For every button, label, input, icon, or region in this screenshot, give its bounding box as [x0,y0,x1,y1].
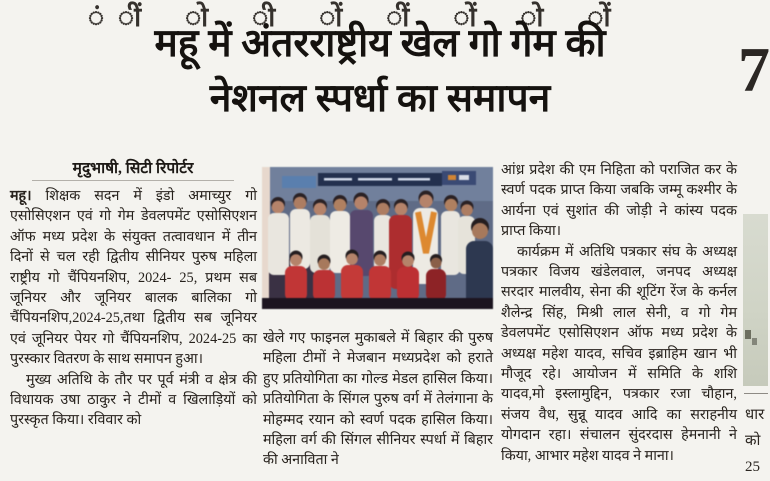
neighbor-text-line: 25 [745,459,760,475]
neighbor-photo-detail [745,330,751,339]
column2-paragraph: खेले गए फाइनल मुकाबले में बिहार की पुरुष महिला टीमों ने मेजबान मध्यप्रदेश को हराते हुए प्रतियोगिता का गोल्ड मेडल हासिल किया। प्रतियोगिता के सिंगल पुरुष वर्ग में तेलंगाना के मोहम्मद रयान को स्वर्ण पदक हासिल किया। महिला वर्ग की सिंगल सीनियर स्पर्धा में बिहार की अनाविता ने [263,330,493,469]
article-column-2 [263,328,493,471]
news-photo [262,167,493,309]
article-column-1 [10,186,257,431]
neighbor-column-text-sliver [745,402,769,480]
page-number-fragment: 7 [738,34,770,105]
neighbor-column-divider [744,393,768,394]
column1-paragraph-2: मुख्य अतिथि के तौर पर पूर्व मंत्री व क्षेत्र की विधायक उषा ठाकुर ने टीमों व खिलाड़ियों को पुरस्कृत किया। रविवार को [10,371,257,429]
photo-floor-shadow [262,298,493,309]
photo-banner-left [282,176,316,188]
article-headline [30,16,730,126]
headline-line-1: महू में अंतरराष्ट्रीय खेल गो गेम की [154,22,606,65]
column3-paragraph-1: आंध्र प्रदेश की एम निहिता को पराजित कर के स्वर्ण पदक प्राप्त किया जबकि जम्मू कश्मीर के आर्यना एवं सुशांत की जोड़ी ने कांस्य पदक प्राप्त किया। [501,162,737,240]
column1-paragraph-1-text: शिक्षक सदन में इंडो अमाच्युर गो एसोसिएशन एवं गो गेम डेवलपमेंट एसोसिएशन ऑफ मध्य प्रदेश के संयुक्त तत्वावधान में तीन दिनों से चल रही द्वितीय सीनियर पुरुष महिला राष्ट्रीय गो चैंपियनशिप, 2024- 25, प्रथम सब जूनियर और जूनियर बालक बालिका गो चैंपियनशिप,2024-25,तथा द्वितीय सब जूनियर एवं जूनियर पेयर गो चैंपियनशिप, 2024-25 का पुरस्कार वितरण के साथ समापन हुआ। [10,188,257,368]
byline: मृदुभाषी, सिटी रिपोर्टर [72,160,194,177]
neighbor-text-line: धार [745,407,765,423]
dateline: महू। [10,188,32,204]
column3-paragraph-2: कार्यक्रम में अतिथि पत्रकार संघ के अध्यक्ष पत्रकार विजय खंडेलवाल, जनपद अध्यक्ष सरदार मालवीय, सेना की शूटिंग रेंज के कर्नल शैलेन्द्र सिंह, मिश्री लाल सेनी, व गो गेम डेवलपमेंट एसोसिएशन ऑफ मध्य प्रदेश के अध्यक्ष महेश यादव, सचिव इब्राहिम खान भी मौजूद रहे। आयोजन में समिति के शशि यादव,मो इस्लामुद्दिन, पत्रकार रजा चौहान, संजय वैध, सुन्नू यादव आदि का सराहनीय योगदान रहा। संचालन सुंदरदास हेमनानी ने किया, आभार महेश यादव ने माना। [501,243,737,464]
article-column-3 [501,160,737,466]
headline-line-2: नेशनल स्पर्धा का समापन [209,77,551,120]
neighbor-photo-detail [752,338,757,345]
neighbor-text-line: को [745,433,761,449]
column1-paragraph-1 [10,186,257,370]
neighbor-column-photo-sliver [743,214,768,386]
byline-divider [32,180,234,181]
cropped-headline-fragment: ं ीं ो ी ों ीं ों ो ों [88,2,648,32]
